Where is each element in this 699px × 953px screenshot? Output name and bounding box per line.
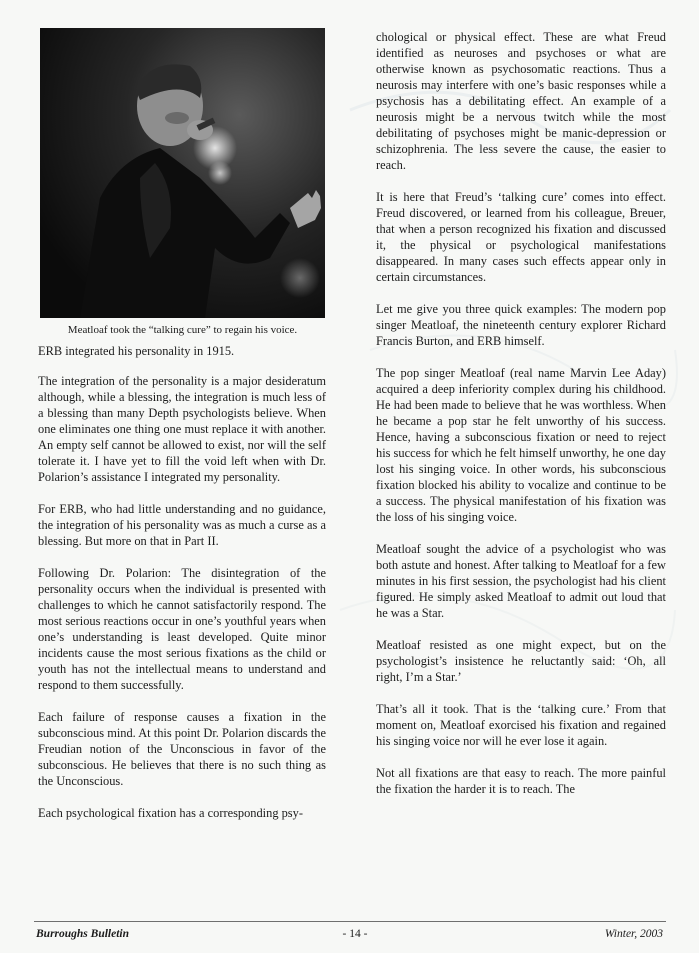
paragraph: The integration of the personality is a major desideratum although, while a blessing, the integration is much less of a blessing than many Depth psychologists believe. When one eliminates one thing one must replace it with another. An empty self cannot be allowed to exist, nor will the self tolerate it. I have yet to fill the void left when with Dr. Polarion’s assistance I integrated my personality. [38, 374, 326, 484]
paragraph: Following Dr. Polarion: The disintegration of the personality occurs when the individual is presented with challenges to which he cannot satisfactorily respond. The most serious reactions occur in one’s youthful years when one’s understanding is least developed. Quite minor incidents cause the most serious fixations as the child or youth has not the intellectual means to understand and respond to them successfully. [38, 566, 326, 692]
paragraph: Each failure of response causes a fixation in the subconscious mind. At this point Dr. Polarion discards the Freudian notion of the Unconscious in favor of the subconscious. He believes that there is no such thing as the Unconscious. [38, 710, 326, 788]
paragraph: chological or physical effect. These are what Freud identified as neuroses and psychoses or what are otherwise known as psychosomatic reactions. Thus a neurosis may interfere with one’s basic responses while a psychosis has a debilitating effect. An example of a neurosis might be a nervous twitch while the most debilitating of psychoses might be manic-depression or schizophrenia. The less severe the cause, the easier to reach. [376, 30, 666, 172]
paragraph: Meatloaf resisted as one might expect, but on the psychologist’s insistence he reluctantly said: ‘Oh, all right, I’m a Star.’ [376, 638, 666, 684]
paragraph: Not all fixations are that easy to reach. The more painful the fixation the harder it is to reach. The [376, 766, 666, 796]
paragraph: That’s all it took. That is the ‘talking cure.’ From that moment on, Meatloaf exorcised his fixation and regained his singing voice nor will he ever lose it again. [376, 702, 666, 748]
paragraph: For ERB, who had little understanding and no guidance, the integration of his personality was as much a curse as a blessing. But more on that in Part II. [38, 502, 326, 548]
photo-caption: Meatloaf took the “talking cure” to regain his voice. [67, 324, 298, 336]
paragraph: It is here that Freud’s ‘talking cure’ comes into effect. Freud discovered, or learned from his colleague, Breuer, that when a person recognized his fixation and discussed it, the physical or psychological manifestations disappeared. In many cases such effects appear only in certain circumstances. [376, 190, 666, 284]
paragraph: Meatloaf sought the advice of a psychologist who was both astute and honest. After talking to Meatloaf for a few minutes in his first session, the psychologist had his client figured. He simply asked Meatloaf to admit out loud that he was a Star. [376, 542, 666, 620]
paragraph: Let me give you three quick examples: The modern pop singer Meatloaf, the nineteenth century explorer Richard Francis Burton, and ERB himself. [376, 302, 666, 348]
paragraph: The pop singer Meatloaf (real name Marvin Lee Aday) acquired a deep inferiority complex during his childhood. He had been made to believe that he was worthless. When he became a pop star he felt unworthy of his success. Hence, having a subconscious fixation or need to reject his success for which he felt himself unworthy, he one day lost his singing voice. In other words, his subconscious fixation blocked his ability to vocalize and continue to be a success. The physical manifestation of his fixation was the loss of his singing voice. [376, 366, 666, 524]
paragraph: Each psychological fixation has a corresponding psy- [38, 806, 303, 820]
page-number: - 14 - [342, 928, 368, 940]
left-column [38, 343, 326, 837]
singer-illustration [40, 28, 325, 318]
issue-date: Winter, 2003 [604, 928, 663, 940]
meatloaf-photo [40, 28, 325, 318]
publication-name: Burroughs Bulletin [36, 928, 130, 940]
paragraph: ERB integrated his personality in 1915. [38, 344, 235, 358]
footer-divider [34, 921, 666, 922]
right-column [376, 29, 666, 813]
